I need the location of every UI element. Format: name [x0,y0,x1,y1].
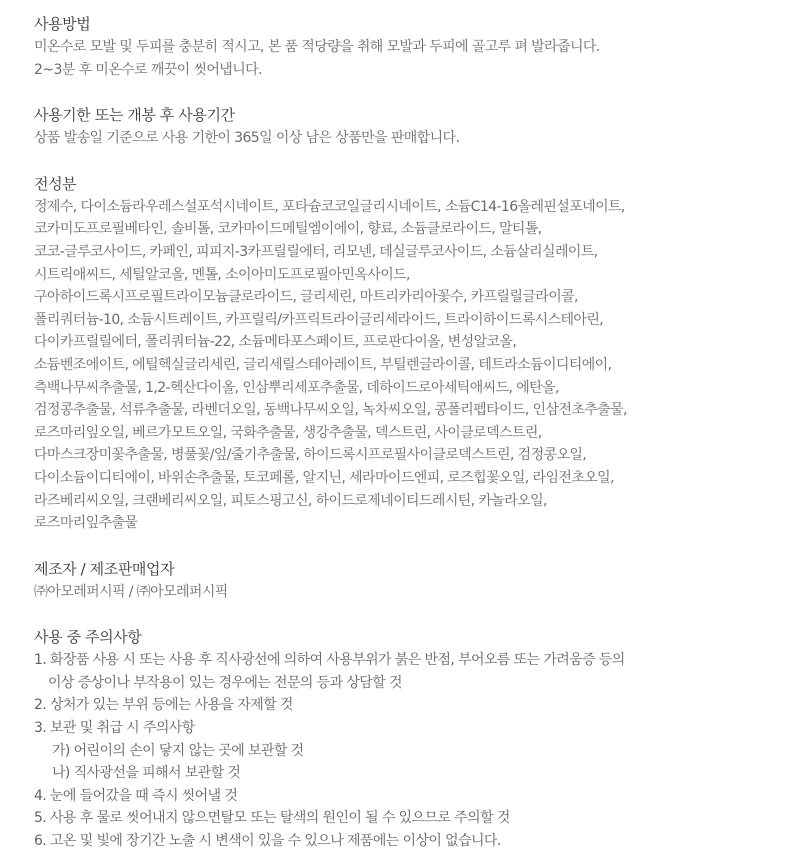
precautions-title: 사용 중 주의사항 [34,628,142,647]
expiry-section [34,104,786,150]
usage-line: 미온수로 모발 및 두피를 충분히 적시고, 본 품 적당량을 취해 모발과 두피에 골고루 펴 발라줍니다. [34,39,600,55]
precaution-item: 3. 보관 및 취급 시 주의사항 [34,720,195,737]
section-gap [34,603,786,626]
section-gap [34,150,786,173]
precaution-item: 6. 고온 및 빛에 장기간 노출 시 변색이 있을 수 있으나 제품에는 이상이 없습니다. [34,833,501,850]
precautions-section [34,626,786,852]
ingredients-line: 측백나무씨추출물, 1,2-헥산다이올, 인삼뿌리세포추출물, 데하이드로아세틱애씨드, 에탄올, [34,379,559,396]
precaution-item: 5. 사용 후 물로 씻어내지 않으면탈모 또는 탈색의 원인이 될 수 있으므로 주의할 것 [34,810,510,827]
precaution-subitem: 가) 어린이의 손이 닿지 않는 곳에 보관할 것 [52,742,304,759]
ingredients-title: 전성분 [34,174,77,193]
precaution-item-continued: 이상 증상이나 부작용이 있는 경우에는 전문의 등과 상담할 것 [48,674,402,691]
ingredients-line: 소듐벤조에이트, 에틸헥실글리세린, 글리세릴스테아레이트, 부틸렌글라이콜, 테트라소듐이디티에이, [34,356,612,373]
ingredients-line: 폴리쿼터늄-10, 소듐시트레이트, 카프릴릭/카프릭트라이글리세라이드, 트라이하이드록시스테아린, [34,311,604,328]
precaution-item: 1. 화장품 사용 시 또는 사용 후 직사광선에 의하여 사용부위가 붉은 반점, 부어오름 또는 가려움증 등의 [34,652,625,669]
ingredients-line: 코코-글루코사이드, 카페인, 피피지-3카프릴릴에터, 리모넨, 데실글루코사이드, 소듐살리실레이트, [34,243,598,260]
ingredients-line: 로즈마리잎추출물 [34,515,138,532]
precaution-subitem: 나) 직사광선을 피해서 보관할 것 [52,765,241,782]
ingredients-line: 다이소듐이디티에이, 바위손추출물, 토코페롤, 알지닌, 세라마이드엔피, 로즈힙꽃오일, 라임전초오일, [34,469,614,486]
ingredients-line: 시트릭애씨드, 세틸알코올, 멘톨, 소이아미도프로필아민옥사이드, [34,266,410,283]
manufacturer-line: ㈜아모레퍼시픽 / ㈜아모레퍼시픽 [34,583,228,600]
manufacturer-section [34,558,786,604]
usage-line: 2~3분 후 미온수로 깨끗이 씻어냅니다. [34,61,262,78]
ingredients-section [34,173,786,535]
precaution-item: 2. 상처가 있는 부위 등에는 사용을 자제할 것 [34,697,293,714]
section-gap [34,535,786,558]
ingredients-line: 로즈마리잎오일, 베르가모트오일, 국화추출물, 생강추출물, 덱스트린, 사이클로덱스트린, [34,424,542,441]
expiry-title: 사용기한 또는 개봉 후 사용기간 [34,106,235,125]
ingredients-line: 구아하이드록시프로필트라이모늄클로라이드, 글리세린, 마트리카리아꽃수, 카프릴릴글라이콜, [34,289,578,306]
section-gap [34,81,786,104]
ingredients-line: 코카미도프로필베타인, 솔비톨, 코카마이드메틸엠이에이, 향료, 소듐클로라이드, 말티톨, [34,221,542,238]
usage-section [34,13,786,81]
precaution-item: 4. 눈에 들어갔을 때 즉시 씻어낼 것 [34,787,238,804]
ingredients-line: 라즈베리씨오일, 크랜베리씨오일, 피토스핑고신, 하이드로제네이티드레시틴, 카놀라오일, [34,492,547,509]
ingredients-line: 다마스크장미꽃추출물, 병풀꽃/잎/줄기추출물, 하이드록시프로필사이클로덱스트린, 검정콩오일, [34,447,587,464]
ingredients-line: 검정콩추출물, 석류추출물, 라벤더오일, 동백나무씨오일, 녹차씨오일, 콩폴리펩타이드, 인삼전초추출물, [34,402,627,419]
manufacturer-title: 제조자 / 제조판매업자 [34,559,175,578]
expiry-line: 상품 발송일 기준으로 사용 기한이 365일 이상 남은 상품만을 판매합니다. [34,130,460,147]
ingredients-line: 정제수, 다이소듐라우레스설포석시네이트, 포타슘코코일글리시네이트, 소듐C14-16올레핀설포네이트, [34,198,625,215]
ingredients-line: 다이카프릴릴에터, 폴리쿼터늄-22, 소듐메타포스페이트, 프로판다이올, 변성알코올, [34,334,517,351]
usage-title: 사용방법 [34,15,91,33]
